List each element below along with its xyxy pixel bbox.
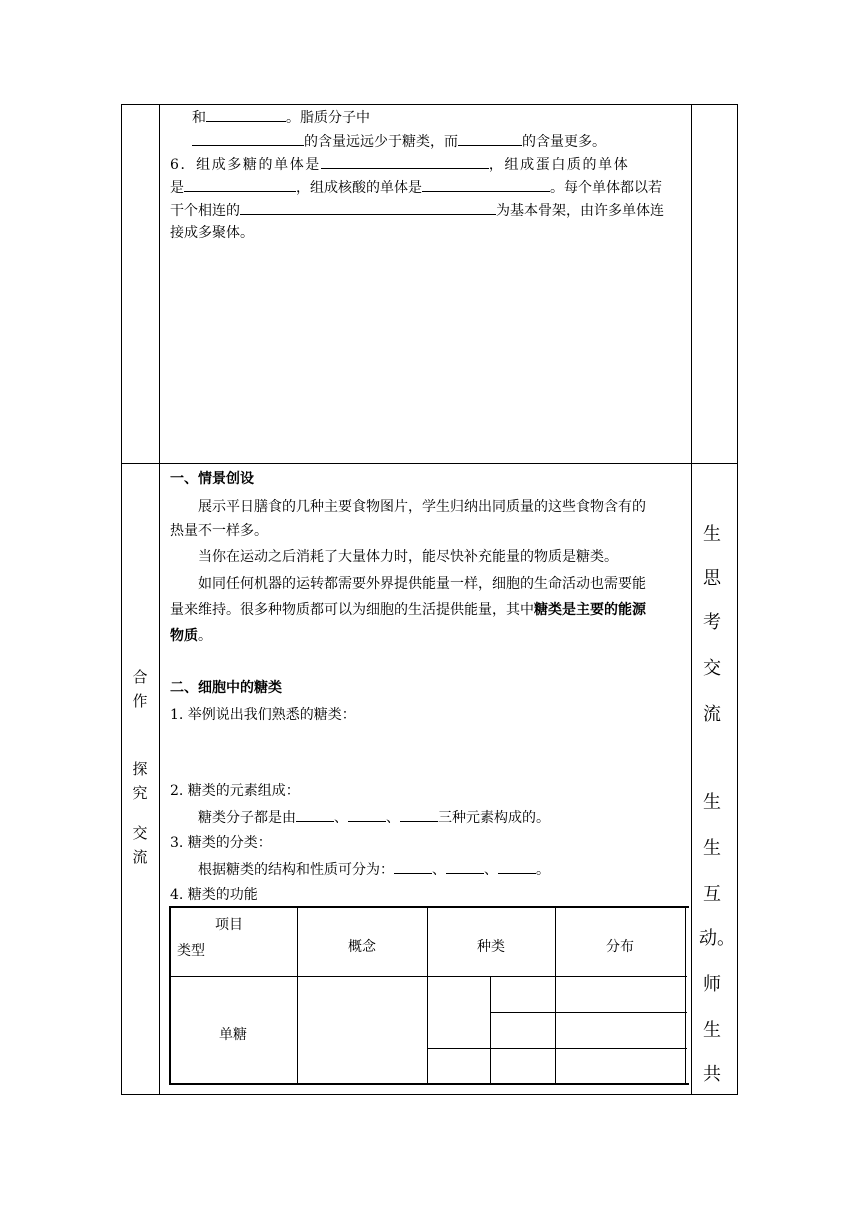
right-label-6: 生 — [703, 792, 721, 813]
question-3: 3. 糖类的分类： — [170, 835, 272, 851]
section-1-p3-line1: 如同任何机器的运转都需要外界提供能量一样，细胞的生命活动也需要能 — [198, 576, 646, 592]
section-1-p2: 当你在运动之后消耗了大量体力时，能尽快补充能量的物质是糖类。 — [198, 549, 618, 565]
section-2-heading: 二、细胞中的糖类 — [170, 680, 282, 696]
right-label-8: 互 — [703, 884, 721, 905]
right-label-1: 生 — [703, 524, 721, 545]
right-label-12: 共 — [703, 1064, 721, 1085]
question-6-line-3: 干个相连的 为基本骨架，由许多单体连 — [170, 199, 664, 222]
question-3-fill: 根据糖类的结构和性质可分为： 、 、 。 — [198, 858, 550, 881]
table-border-top — [121, 104, 738, 105]
header-kind: 种类 — [477, 939, 505, 955]
section-1-p1-line2: 热量不一样多。 — [170, 523, 268, 539]
table-border-mid — [121, 463, 738, 464]
sugar-table — [169, 906, 689, 1084]
question-2: 2. 糖类的元素组成： — [170, 783, 300, 799]
section-1-p3-line3: 物质。 — [170, 628, 212, 644]
right-label-11: 生 — [703, 1020, 721, 1041]
right-label-2: 思 — [703, 568, 721, 589]
right-label-3: 考 — [703, 612, 721, 633]
section-1-p1-line1: 展示平日膳食的几种主要食物图片，学生归纳出同质量的这些食物含有的 — [198, 499, 646, 515]
right-label-4: 交 — [703, 658, 721, 679]
question-2-fill: 糖类分子都是由 、 、 三种元素构成的。 — [198, 806, 550, 829]
question-6-line-1: 6．组成多糖的单体是 ，组成蛋白质的单体 — [170, 153, 629, 176]
header-item: 项目 — [215, 917, 243, 933]
left-label-zuo: 作 — [132, 692, 148, 710]
section-1-heading: 一、情景创设 — [170, 471, 254, 487]
question-6-line-4: 接成多聚体。 — [170, 225, 254, 241]
header-type: 类型 — [177, 943, 205, 959]
question-6-line-2: 是 ，组成核酸的单体是 。每个单体都以若 — [170, 176, 662, 199]
table-border-bottom — [121, 1094, 738, 1095]
top-line-2: 的含量远远少于糖类，而 的含量更多。 — [192, 130, 606, 153]
right-label-9: 动。 — [699, 928, 735, 949]
table-divider-right — [691, 104, 692, 1095]
top-line-1: 和 。脂质分子中 — [192, 106, 370, 129]
right-label-10: 师 — [703, 974, 721, 995]
left-label-tan: 探 — [132, 760, 148, 778]
left-label-he: 合 — [132, 668, 148, 686]
question-4: 4. 糖类的功能 — [170, 887, 258, 903]
right-label-5: 流 — [703, 704, 721, 725]
header-distribution: 分布 — [606, 939, 634, 955]
left-label-jiao: 交 — [132, 824, 148, 842]
header-concept: 概念 — [348, 939, 376, 955]
table-border-left — [121, 104, 122, 1095]
table-divider-left — [159, 104, 160, 1095]
left-label-jiu: 究 — [132, 784, 148, 802]
row-monosaccharide: 单糖 — [219, 1027, 247, 1043]
question-1: 1. 举例说出我们熟悉的糖类： — [170, 707, 356, 723]
left-label-liu: 流 — [132, 848, 148, 866]
section-1-p3-line2: 量来维持。很多种物质都可以为细胞的生活提供能量，其中糖类是主要的能源 — [170, 602, 646, 618]
right-label-7: 生 — [703, 838, 721, 859]
